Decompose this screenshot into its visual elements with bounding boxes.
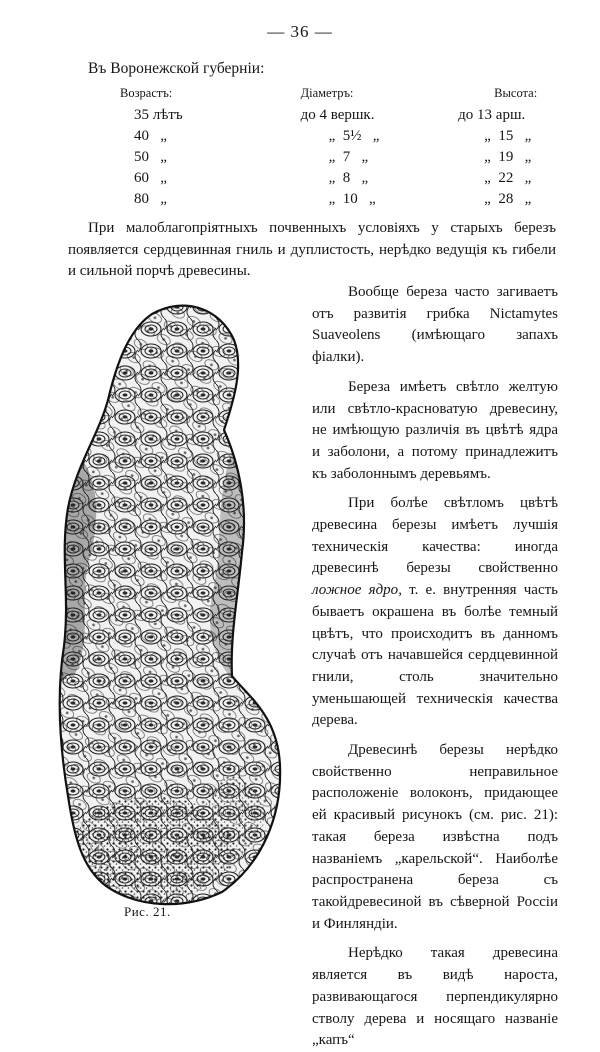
birch-burl-illustration: [34, 296, 290, 908]
cell-diameter: „ 7 „: [328, 149, 369, 165]
cell-diameter: до 4 вершк.: [300, 107, 375, 123]
cell-height: „ 15 „: [484, 128, 532, 144]
table-row: [120, 168, 600, 189]
header-age: Возрастъ:: [120, 86, 173, 100]
paragraph-wood-color: Береза имѣетъ свѣтло желтую или свѣтло-красноватую древесину, не имѣющую различія въ цвѣтѣ ядра и заболони, а потому принадлежитъ къ заболоннымъ деревьямъ.: [312, 378, 558, 482]
table-row: [120, 189, 600, 210]
table-header-row: [120, 84, 600, 105]
table-row: [120, 105, 600, 126]
intro-paragraph: При малоблагопріятныхъ почвенныхъ условіяхъ у старыхъ березъ появляется сердцевинная гниль и дуплистость, нерѣдко ведущія къ гибели и сильной порчѣ древесины.: [68, 220, 556, 280]
header-height: Высота:: [494, 86, 538, 100]
paragraph-false-heartwood-start: При болѣе свѣтломъ цвѣтѣ древесина березы имѣетъ лучшія техническія качества: иногда древесинѣ березы свойственно: [312, 495, 558, 577]
cell-age: 35 лѣтъ: [134, 107, 183, 123]
table-row: [120, 147, 600, 168]
paragraph-false-heartwood-end: , т. е. внутренняя часть бываетъ окрашена въ болѣе темный цвѣтъ, что происходитъ въ данномъ случаѣ отъ начавшейся сердцевинной гнили, столь значительно уменьшающей техническія качества дерева.: [312, 582, 558, 729]
text-column: [312, 282, 558, 1052]
table-heading: Въ Воронежской губерніи:: [88, 60, 265, 77]
term-false-heartwood: ложное ядро: [312, 582, 399, 599]
cell-height: „ 19 „: [484, 149, 532, 165]
figure-caption: Рис. 21.: [124, 904, 171, 919]
cell-age: 50 „: [134, 149, 167, 165]
cell-age: 80 „: [134, 191, 167, 207]
header-diameter: Діаметръ:: [300, 86, 354, 100]
cell-age: 40 „: [134, 128, 167, 144]
growth-table: [120, 84, 600, 210]
cell-diameter: „ 8 „: [328, 170, 369, 186]
cell-height: до 13 арш.: [458, 107, 526, 123]
paragraph-fungus: Вообще береза часто загиваетъ отъ развитія грибка Nictamytes Suaveolens (имѣющаго запахъ фіалки).: [312, 284, 558, 366]
cell-height: „ 22 „: [484, 170, 532, 186]
paragraph-false-heartwood: [312, 493, 558, 732]
cell-diameter: „ 10 „: [328, 191, 376, 207]
cell-height: „ 28 „: [484, 191, 532, 207]
page-number: — 36 —: [267, 22, 333, 41]
cell-diameter: „ 5½ „: [328, 128, 380, 144]
table-row: [120, 126, 600, 147]
cell-age: 60 „: [134, 170, 167, 186]
paragraph-karelian-birch: Древесинѣ березы нерѣдко свойственно неправильное расположеніе волоконъ, придающее ей красивый рисунокъ (см. рис. 21): такая береза извѣстна подъ названіемъ „карельской“. Наиболѣе распространена береза съ такойдревесиной въ сѣверной Россіи и Финляндіи.: [312, 742, 558, 932]
paragraph-burl: Нерѣдко такая древесина является въ видѣ нароста, развивающагося перпендикулярно стволу дерева и носящаго названіе „капъ“: [312, 945, 558, 1049]
